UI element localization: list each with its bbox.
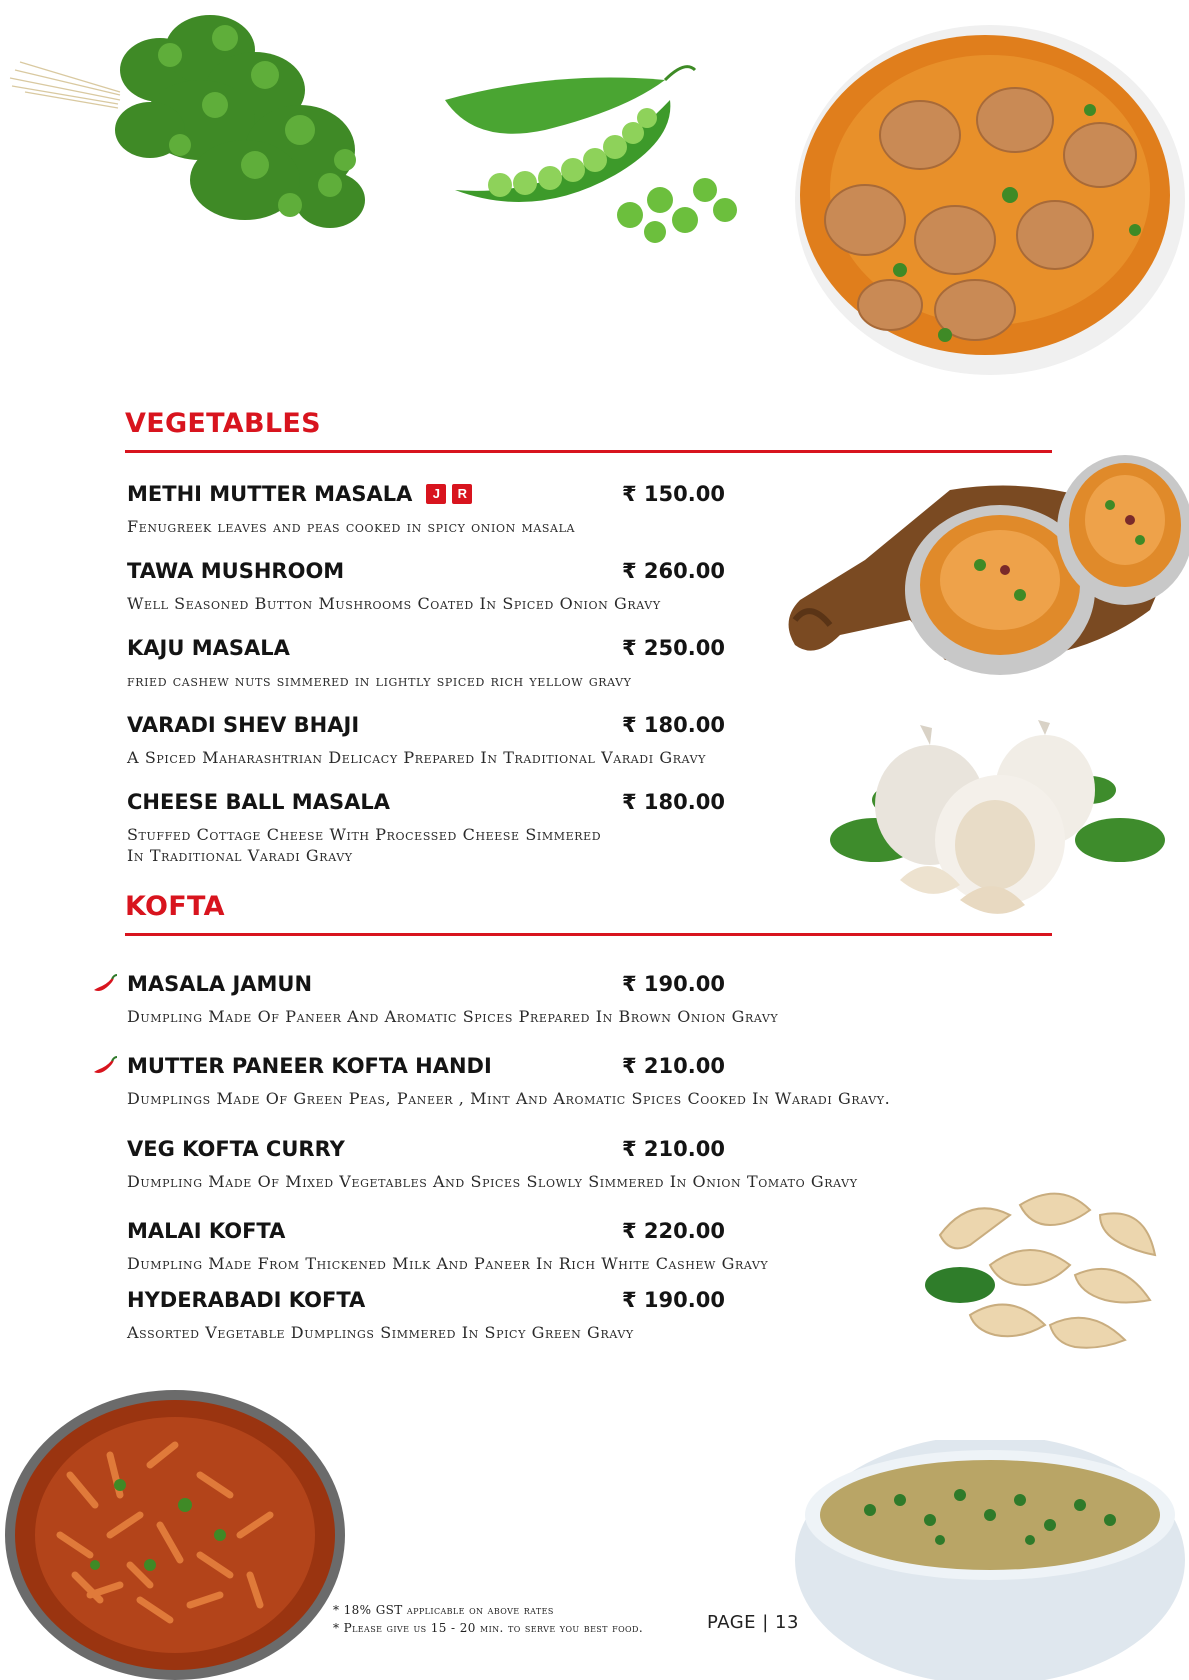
dish-name: MUTTER PANEER KOFTA HANDI (127, 1054, 492, 1078)
handi-bowls-photo (770, 420, 1189, 690)
dish-description: Fenugreek leaves and peas cooked in spicy onion masala (127, 517, 576, 536)
dish-description: Dumpling Made Of Paneer And Aromatic Spices Prepared In Brown Onion Gravy (127, 1007, 779, 1026)
dish-description: fried cashew nuts simmered in lightly spiced rich yellow gravy (127, 671, 632, 690)
chili-icon (92, 1056, 118, 1078)
dish-name: VEG KOFTA CURRY (127, 1137, 345, 1161)
gst-note: * 18% GST applicable on above rates (333, 1603, 554, 1617)
dish-price: ₹ 250.00 (622, 636, 725, 660)
dish-description: A Spiced Maharashtrian Delicacy Prepared In Traditional Varadi Gravy (127, 748, 706, 767)
dish-description: Dumpling Made Of Mixed Vegetables And Spices Slowly Simmered In Onion Tomato Gravy (127, 1172, 858, 1191)
dish-price: ₹ 180.00 (622, 713, 725, 737)
dish-description-line: In Traditional Varadi Gravy (127, 846, 353, 865)
dish-price: ₹ 210.00 (622, 1137, 725, 1161)
methi-matar-bowl-photo (790, 1440, 1189, 1680)
dish-name: HYDERABADI KOFTA (127, 1288, 366, 1312)
dish-price: ₹ 190.00 (622, 1288, 725, 1312)
dish-name: VARADI SHEV BHAJI (127, 713, 360, 737)
dish-price: ₹ 150.00 (622, 482, 725, 506)
recommended-tag-icon: R (452, 484, 472, 504)
dish-name: TAWA MUSHROOM (127, 559, 345, 583)
serve-time-note: * Please give us 15 - 20 min. to serve you best food. (333, 1621, 644, 1635)
jain-tag-icon: J (426, 484, 446, 504)
dish-price: ₹ 190.00 (622, 972, 725, 996)
kofta-section-title: KOFTA (125, 891, 225, 922)
green-peas-photo (425, 50, 755, 250)
dish-price: ₹ 220.00 (622, 1219, 725, 1243)
dish-price: ₹ 260.00 (622, 559, 725, 583)
mushroom-curry-photo (790, 20, 1189, 380)
vegetables-divider (125, 450, 1052, 453)
kofta-divider (125, 933, 1052, 936)
dish-description: Dumpling Made From Thickened Milk And Paneer In Rich White Cashew Gravy (127, 1254, 769, 1273)
dish-name: CHEESE BALL MASALA (127, 790, 390, 814)
dish-price: ₹ 210.00 (622, 1054, 725, 1078)
shev-bhaji-photo (0, 1385, 350, 1680)
page-number: PAGE | 13 (707, 1612, 799, 1633)
footnotes (333, 1601, 643, 1637)
chili-icon (92, 974, 118, 996)
dish-price: ₹ 180.00 (622, 790, 725, 814)
dish-description-line: Stuffed Cottage Cheese With Processed Cheese Simmered (127, 825, 602, 844)
dish-name: METHI MUTTER MASALA (127, 482, 413, 506)
vegetables-section-title: VEGETABLES (125, 408, 321, 439)
dish-name: KAJU MASALA (127, 636, 290, 660)
dish-name: MALAI KOFTA (127, 1219, 286, 1243)
dish-description: Assorted Vegetable Dumplings Simmered In Spicy Green Gravy (127, 1323, 634, 1342)
dish-name: MASALA JAMUN (127, 972, 313, 996)
dish-description: Well Seasoned Button Mushrooms Coated In Spiced Onion Gravy (127, 594, 661, 613)
dish-description: Dumplings Made Of Green Peas, Paneer , Mint And Aromatic Spices Cooked In Waradi Gravy. (127, 1089, 891, 1108)
dish-description (127, 824, 987, 866)
fenugreek-leaves-photo (0, 0, 400, 270)
